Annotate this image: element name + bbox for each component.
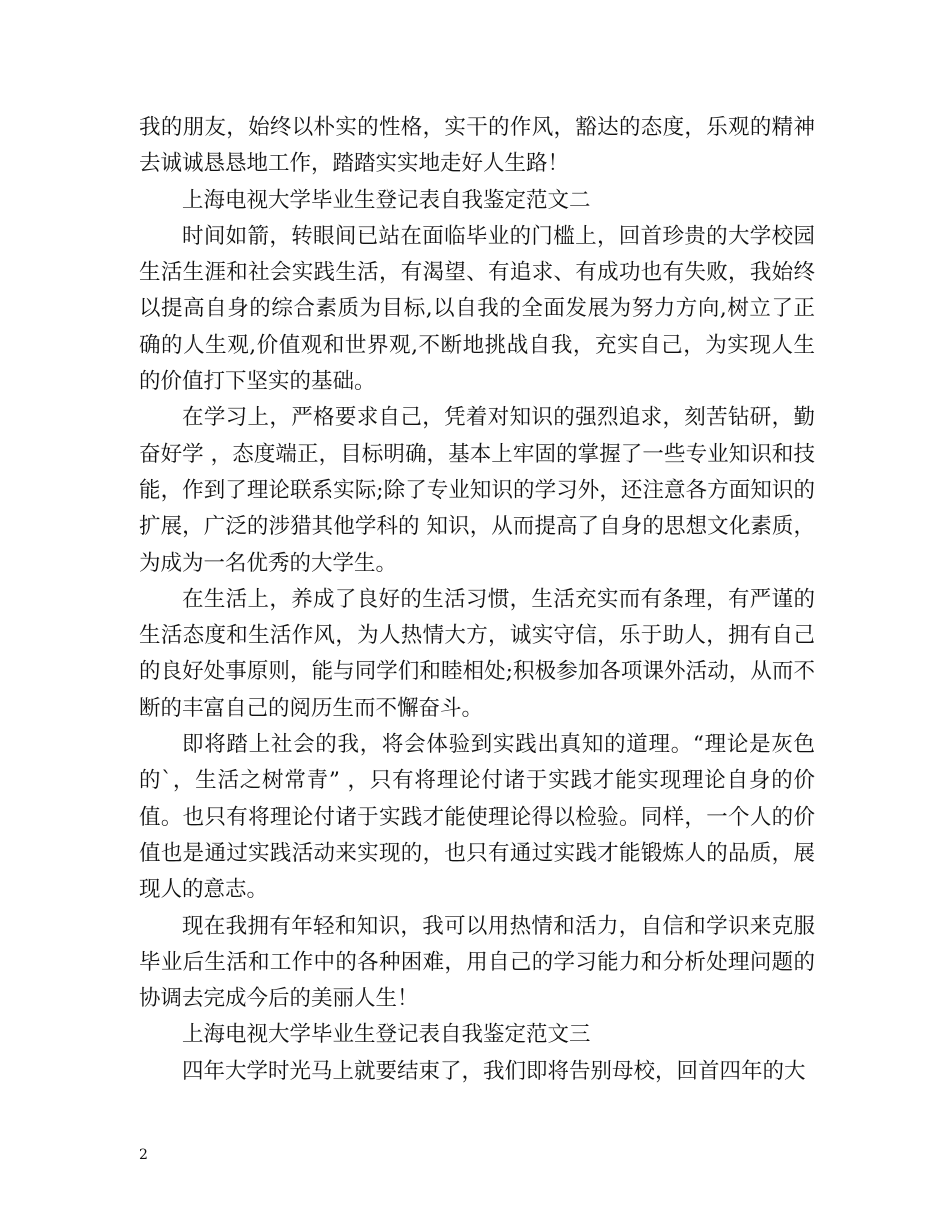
section-heading-sample-two: 上海电视大学毕业生登记表自我鉴定范文二: [182, 187, 591, 213]
paragraph-introduction: 时间如箭，转眼间已站在面临毕业的门槛上，回首珍贵的大学校园生活生涯和社会实践生活，有渴望、有追求、有成功也有失败，我始终以提高自身的综合素质为目标,以自我的全面发展为努力方向,树立了正确的人生观,价值观和世界观,不断地挑战自我，充实自己，为实现人生的价值打下坚实的基础。: [139, 223, 815, 395]
paragraph-life: 在生活上，养成了良好的生活习惯，生活充实而有条理，有严谨的生活态度和生活作风，为人热情大方，诚实守信，乐于助人，拥有自己的良好处事原则，能与同学们和睦相处;积极参加各项课外活动，从而不断的丰富自己的阅历生而不懈奋斗。: [139, 586, 815, 721]
paragraph-study: 在学习上，严格要求自己，凭着对知识的强烈追求，刻苦钻研，勤奋好学 ，态度端正，目标明确，基本上牢固的掌握了一些专业知识和技能，作到了理论联系实际;除了专业知识的学习外，还注意各方面知识的扩展，广泛的涉猎其他学科的 知识，从而提高了自身的思想文化素质，为成为一名优秀的大学生。: [139, 405, 815, 576]
paragraph-practice: 即将踏上社会的我，将会体验到实践出真知的道理。“理论是灰色的`，生活之树常青” ，只有将理论付诸于实践才能实现理论自身的价值。也只有将理论付诸于实践才能使理论得以检验。同样，一个人的价值也是通过实践活动来实现的，也只有通过实践才能锻炼人的品质，展现人的意志。: [139, 732, 815, 903]
paragraph-conclusion: 现在我拥有年轻和知识，我可以用热情和活力，自信和学识来克服毕业后生活和工作中的各种困难，用自己的学习能力和分析处理问题的协调去完成今后的美丽人生！: [139, 913, 815, 1012]
page-number: 2: [139, 1147, 148, 1163]
section-heading-sample-three: 上海电视大学毕业生登记表自我鉴定范文三: [182, 1022, 591, 1048]
paragraph-continuation: 我的朋友，始终以朴实的性格，实干的作风，豁达的态度，乐观的精神去诚诚恳恳地工作，踏踏实实地走好人生路！: [139, 115, 815, 177]
document-body: [139, 110, 815, 1090]
paragraph-sample-three-start: 四年大学时光马上就要结束了，我们即将告别母校，回首四年的大: [182, 1058, 806, 1084]
